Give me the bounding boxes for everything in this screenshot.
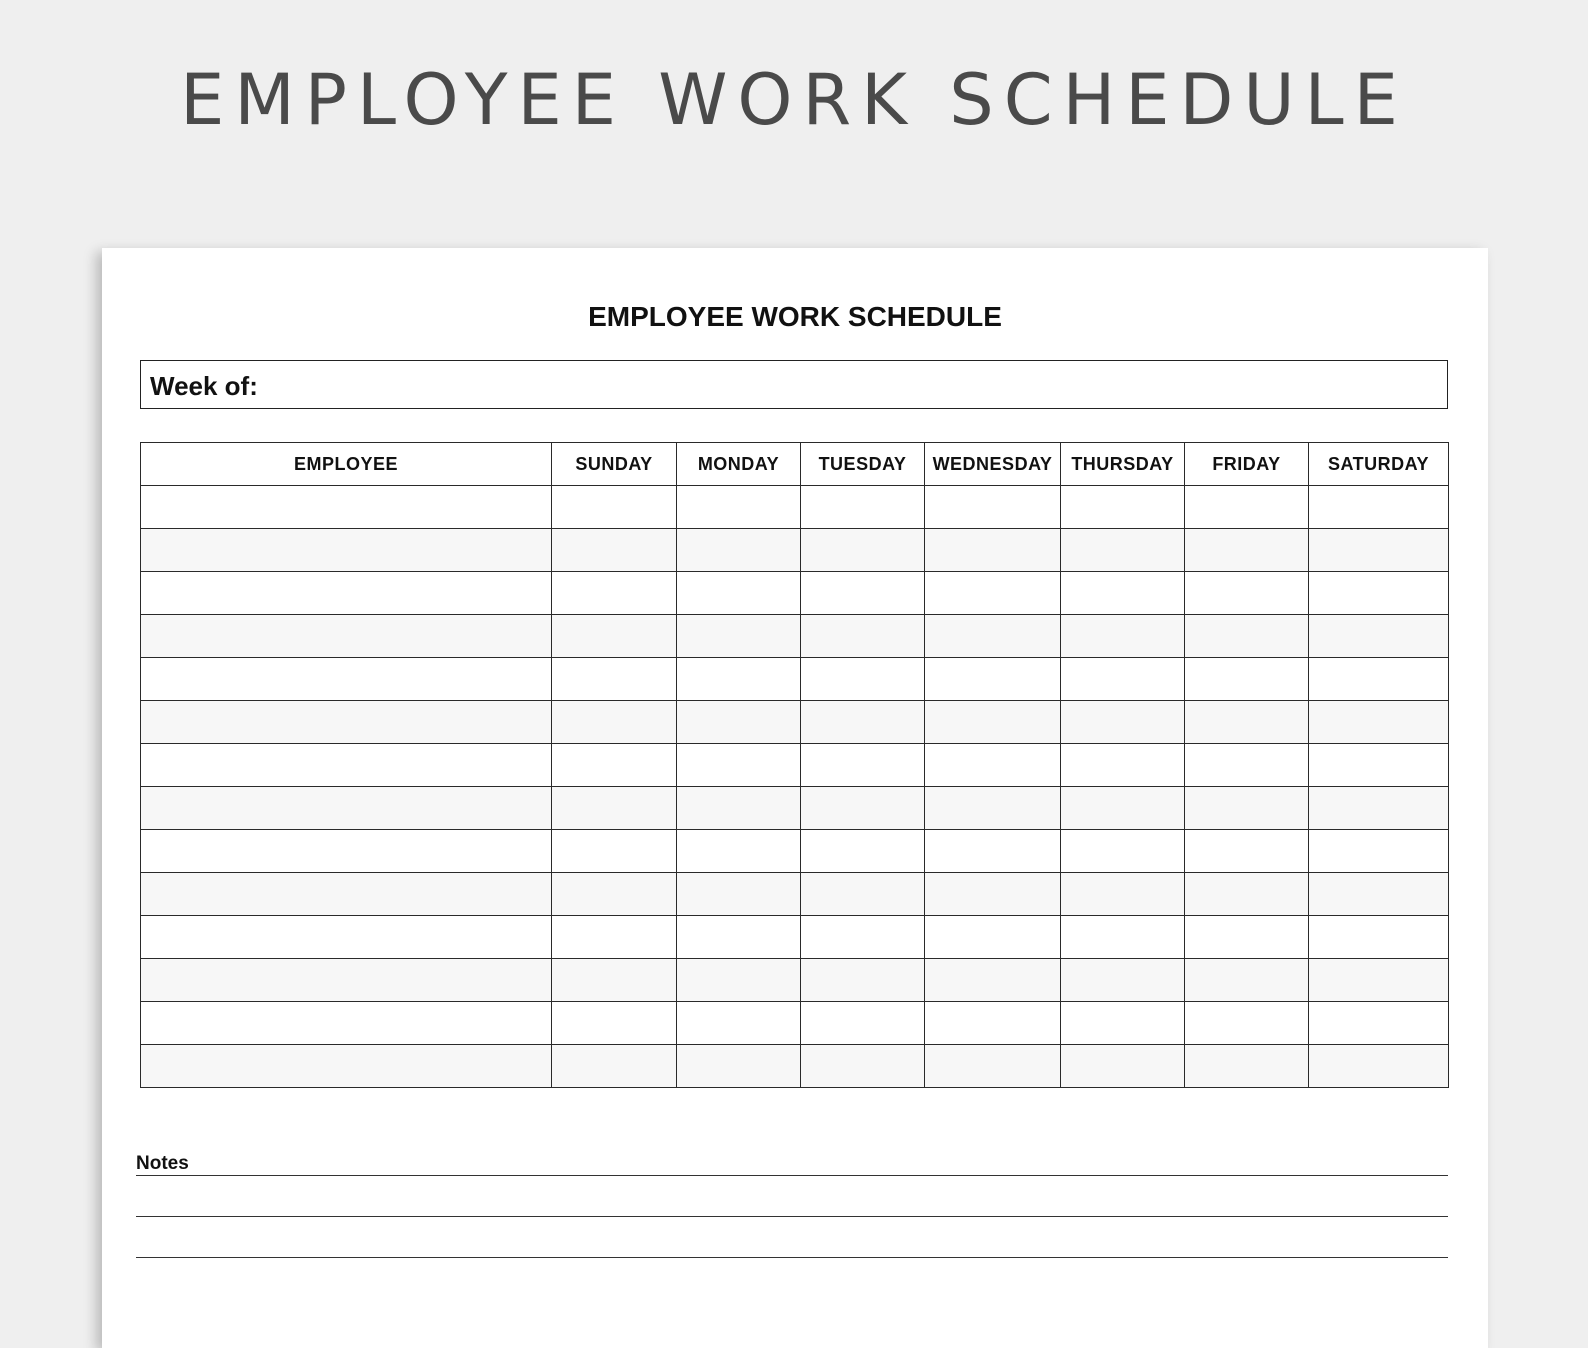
column-header-thursday: THURSDAY bbox=[1061, 443, 1185, 486]
header-row bbox=[141, 443, 1449, 486]
cell-sunday[interactable] bbox=[552, 486, 677, 529]
cell-monday[interactable] bbox=[677, 1002, 801, 1045]
table-row bbox=[141, 572, 1449, 615]
table-row bbox=[141, 1002, 1449, 1045]
cell-employee[interactable] bbox=[141, 830, 552, 873]
cell-friday[interactable] bbox=[1185, 1002, 1309, 1045]
notes-line bbox=[136, 1175, 1448, 1176]
cell-tuesday[interactable] bbox=[801, 615, 925, 658]
cell-thursday[interactable] bbox=[1061, 572, 1185, 615]
cell-saturday[interactable] bbox=[1309, 529, 1449, 572]
table-row bbox=[141, 529, 1449, 572]
cell-friday[interactable] bbox=[1185, 916, 1309, 959]
banner-title: EMPLOYEE WORK SCHEDULE bbox=[180, 59, 1408, 141]
cell-monday[interactable] bbox=[677, 873, 801, 916]
column-header-monday: MONDAY bbox=[677, 443, 801, 486]
cell-sunday[interactable] bbox=[552, 916, 677, 959]
cell-saturday[interactable] bbox=[1309, 1002, 1449, 1045]
table-row bbox=[141, 744, 1449, 787]
cell-sunday[interactable] bbox=[552, 744, 677, 787]
cell-tuesday[interactable] bbox=[801, 873, 925, 916]
column-header-employee: EMPLOYEE bbox=[141, 443, 552, 486]
cell-wednesday[interactable] bbox=[925, 1002, 1061, 1045]
cell-thursday[interactable] bbox=[1061, 701, 1185, 744]
cell-wednesday[interactable] bbox=[925, 787, 1061, 830]
table-row bbox=[141, 873, 1449, 916]
cell-friday[interactable] bbox=[1185, 959, 1309, 1002]
cell-friday[interactable] bbox=[1185, 658, 1309, 701]
cell-tuesday[interactable] bbox=[801, 529, 925, 572]
cell-friday[interactable] bbox=[1185, 873, 1309, 916]
column-header-wednesday: WEDNESDAY bbox=[925, 443, 1061, 486]
schedule-table bbox=[140, 442, 1449, 1088]
cell-wednesday[interactable] bbox=[925, 572, 1061, 615]
cell-friday[interactable] bbox=[1185, 486, 1309, 529]
cell-sunday[interactable] bbox=[552, 1045, 677, 1088]
cell-tuesday[interactable] bbox=[801, 701, 925, 744]
cell-monday[interactable] bbox=[677, 744, 801, 787]
cell-sunday[interactable] bbox=[552, 572, 677, 615]
table-row bbox=[141, 916, 1449, 959]
cell-sunday[interactable] bbox=[552, 1002, 677, 1045]
cell-employee[interactable] bbox=[141, 572, 552, 615]
cell-sunday[interactable] bbox=[552, 959, 677, 1002]
cell-thursday[interactable] bbox=[1061, 486, 1185, 529]
cell-tuesday[interactable] bbox=[801, 916, 925, 959]
cell-saturday[interactable] bbox=[1309, 701, 1449, 744]
table-row bbox=[141, 959, 1449, 1002]
cell-friday[interactable] bbox=[1185, 787, 1309, 830]
cell-wednesday[interactable] bbox=[925, 916, 1061, 959]
cell-monday[interactable] bbox=[677, 658, 801, 701]
cell-monday[interactable] bbox=[677, 830, 801, 873]
cell-friday[interactable] bbox=[1185, 615, 1309, 658]
cell-wednesday[interactable] bbox=[925, 529, 1061, 572]
cell-thursday[interactable] bbox=[1061, 916, 1185, 959]
table-row bbox=[141, 701, 1449, 744]
cell-saturday[interactable] bbox=[1309, 787, 1449, 830]
cell-sunday[interactable] bbox=[552, 701, 677, 744]
cell-monday[interactable] bbox=[677, 486, 801, 529]
cell-thursday[interactable] bbox=[1061, 787, 1185, 830]
cell-saturday[interactable] bbox=[1309, 486, 1449, 529]
cell-saturday[interactable] bbox=[1309, 916, 1449, 959]
cell-friday[interactable] bbox=[1185, 744, 1309, 787]
cell-monday[interactable] bbox=[677, 572, 801, 615]
cell-employee[interactable] bbox=[141, 658, 552, 701]
cell-employee[interactable] bbox=[141, 1002, 552, 1045]
cell-sunday[interactable] bbox=[552, 787, 677, 830]
cell-friday[interactable] bbox=[1185, 572, 1309, 615]
cell-employee[interactable] bbox=[141, 959, 552, 1002]
cell-employee[interactable] bbox=[141, 873, 552, 916]
cell-employee[interactable] bbox=[141, 701, 552, 744]
cell-friday[interactable] bbox=[1185, 830, 1309, 873]
table-row bbox=[141, 486, 1449, 529]
column-header-sunday: SUNDAY bbox=[552, 443, 677, 486]
cell-employee[interactable] bbox=[141, 744, 552, 787]
document-title: EMPLOYEE WORK SCHEDULE bbox=[588, 301, 1002, 332]
column-header-tuesday: TUESDAY bbox=[801, 443, 925, 486]
cell-monday[interactable] bbox=[677, 615, 801, 658]
cell-thursday[interactable] bbox=[1061, 615, 1185, 658]
schedule-body bbox=[141, 486, 1449, 1088]
cell-monday[interactable] bbox=[677, 529, 801, 572]
column-header-saturday: SATURDAY bbox=[1309, 443, 1449, 486]
cell-employee[interactable] bbox=[141, 615, 552, 658]
cell-friday[interactable] bbox=[1185, 1045, 1309, 1088]
cell-monday[interactable] bbox=[677, 959, 801, 1002]
notes-line bbox=[136, 1216, 1448, 1217]
cell-wednesday[interactable] bbox=[925, 959, 1061, 1002]
cell-wednesday[interactable] bbox=[925, 701, 1061, 744]
cell-thursday[interactable] bbox=[1061, 830, 1185, 873]
table-row bbox=[141, 615, 1449, 658]
cell-tuesday[interactable] bbox=[801, 1045, 925, 1088]
schedule-sheet bbox=[102, 248, 1488, 1348]
cell-sunday[interactable] bbox=[552, 830, 677, 873]
cell-employee[interactable] bbox=[141, 486, 552, 529]
cell-wednesday[interactable] bbox=[925, 486, 1061, 529]
column-header-friday: FRIDAY bbox=[1185, 443, 1309, 486]
cell-wednesday[interactable] bbox=[925, 873, 1061, 916]
cell-employee[interactable] bbox=[141, 1045, 552, 1088]
cell-wednesday[interactable] bbox=[925, 658, 1061, 701]
week-of-label: Week of: bbox=[150, 371, 258, 401]
cell-saturday[interactable] bbox=[1309, 615, 1449, 658]
cell-saturday[interactable] bbox=[1309, 572, 1449, 615]
cell-thursday[interactable] bbox=[1061, 959, 1185, 1002]
cell-tuesday[interactable] bbox=[801, 959, 925, 1002]
cell-monday[interactable] bbox=[677, 701, 801, 744]
notes-line bbox=[136, 1257, 1448, 1258]
cell-sunday[interactable] bbox=[552, 529, 677, 572]
cell-monday[interactable] bbox=[677, 916, 801, 959]
cell-employee[interactable] bbox=[141, 787, 552, 830]
cell-tuesday[interactable] bbox=[801, 658, 925, 701]
notes-label: Notes bbox=[136, 1153, 189, 1174]
cell-saturday[interactable] bbox=[1309, 1045, 1449, 1088]
cell-sunday[interactable] bbox=[552, 658, 677, 701]
cell-wednesday[interactable] bbox=[925, 830, 1061, 873]
cell-tuesday[interactable] bbox=[801, 830, 925, 873]
cell-sunday[interactable] bbox=[552, 873, 677, 916]
cell-thursday[interactable] bbox=[1061, 873, 1185, 916]
cell-thursday[interactable] bbox=[1061, 744, 1185, 787]
cell-thursday[interactable] bbox=[1061, 529, 1185, 572]
cell-saturday[interactable] bbox=[1309, 830, 1449, 873]
table-row bbox=[141, 1045, 1449, 1088]
cell-tuesday[interactable] bbox=[801, 787, 925, 830]
cell-employee[interactable] bbox=[141, 529, 552, 572]
cell-saturday[interactable] bbox=[1309, 658, 1449, 701]
cell-friday[interactable] bbox=[1185, 529, 1309, 572]
cell-saturday[interactable] bbox=[1309, 873, 1449, 916]
cell-monday[interactable] bbox=[677, 787, 801, 830]
cell-wednesday[interactable] bbox=[925, 615, 1061, 658]
cell-thursday[interactable] bbox=[1061, 658, 1185, 701]
cell-thursday[interactable] bbox=[1061, 1045, 1185, 1088]
cell-saturday[interactable] bbox=[1309, 744, 1449, 787]
week-of-field[interactable] bbox=[140, 360, 1448, 409]
cell-friday[interactable] bbox=[1185, 701, 1309, 744]
cell-sunday[interactable] bbox=[552, 615, 677, 658]
table-row bbox=[141, 658, 1449, 701]
cell-tuesday[interactable] bbox=[801, 744, 925, 787]
table-row bbox=[141, 787, 1449, 830]
cell-employee[interactable] bbox=[141, 916, 552, 959]
cell-tuesday[interactable] bbox=[801, 572, 925, 615]
cell-tuesday[interactable] bbox=[801, 1002, 925, 1045]
cell-monday[interactable] bbox=[677, 1045, 801, 1088]
cell-tuesday[interactable] bbox=[801, 486, 925, 529]
cell-wednesday[interactable] bbox=[925, 744, 1061, 787]
cell-thursday[interactable] bbox=[1061, 1002, 1185, 1045]
table-row bbox=[141, 830, 1449, 873]
cell-saturday[interactable] bbox=[1309, 959, 1449, 1002]
cell-wednesday[interactable] bbox=[925, 1045, 1061, 1088]
